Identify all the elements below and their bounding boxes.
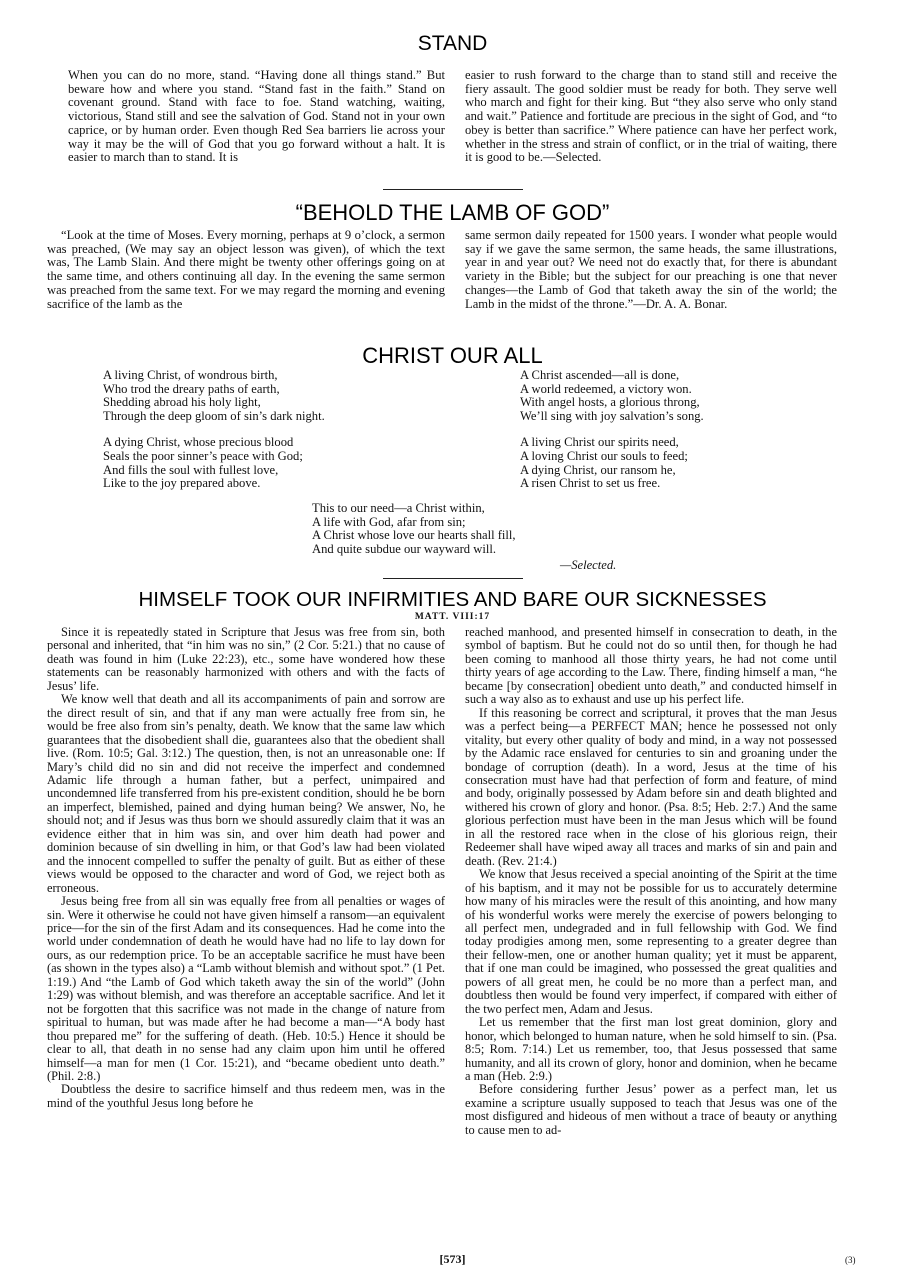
poem-line: A living Christ, of wondrous birth, xyxy=(103,368,278,382)
poem-line: A dying Christ, our ransom he, xyxy=(520,462,676,477)
paragraph: If this reasoning be correct and scriptural, it proves that the man Jesus was a perfect being—a PERFECT MAN; hence he possessed not only vitality, but every other quality of body and mind, in a way not possessed by the Adamic race enslaved for centuries to sin and groaning under the bondage of corruption (death). In a word, Jesus at the time of his consecration must have had that perfection of form and feature, of mind and body, originally possessed by Adam before sin and death blighted and withered his crown of glory and honor. (Psa. 8:5; Heb. 2:7.) And the same glorious perfection must have been in the man Jesus which will be found in all the restored race when in the close of his glorious reign, their Redeemer shall have wiped away all traces and marks of sin and pain and death. (Rev. 21:4.) xyxy=(465,705,837,868)
paragraph: Before considering further Jesus’ power as a perfect man, let us examine a scripture usually supposed to teach that Jesus was one of the most disfigured and hideous of men without a trace of beauty or anything to cause men to ad- xyxy=(465,1082,837,1137)
himself-left-column xyxy=(47,626,445,1110)
christ-poem-right xyxy=(520,369,704,504)
paragraph: We know well that death and all its accompaniments of pain and sorrow are the direct result of sin, and that if any man were actually free from sin, he would be free also from sin’s penalty, death. We know that the same law which guarantees that the disobedient shall die, guarantees also that the obedient shall live. (Rom. 10:5; Gal. 3:12.) The question, then, is not an unreasonable one: If Mary’s child did no sin and did not receive the imperfect and condemned Adamic life through a human father, but a perfect, unimpaired and uncondemned life transferred from his pre-existent condition, should he be born an imperfect, blemished, pained and dying human being? We answer, No, he should not; and if Jesus was thus born we should assuredly claim that it was an evidence either that in him was sin, and over him death had power and dominion because of sin dwelling in him, or that God’s law had been violated and the innocent compelled to suffer the penalty of guilt. But as either of these views would be opposed to the character and word of God, we reject both as erroneous. xyxy=(47,692,445,895)
divider xyxy=(383,578,523,579)
poem-line: A world redeemed, a victory won. xyxy=(520,381,692,396)
page-mark: (3) xyxy=(845,1255,856,1265)
stand-right-column xyxy=(465,69,837,165)
poem-stanza xyxy=(103,369,325,423)
christ-title: CHRIST OUR ALL xyxy=(362,343,543,368)
himself-title: HIMSELF TOOK OUR INFIRMITIES AND BARE OUR SICKNESSES xyxy=(138,588,767,611)
poem-line: A Christ whose love our hearts shall fill, xyxy=(312,528,516,543)
himself-right-column xyxy=(465,626,837,1137)
divider xyxy=(383,189,523,190)
page-number: [573] xyxy=(439,1252,466,1266)
poem-line: Through the deep gloom of sin’s dark night. xyxy=(103,408,325,423)
poem-line: Like to the joy prepared above. xyxy=(103,476,261,491)
poem-line: This to our need—a Christ within, xyxy=(312,501,485,515)
poem-line: A risen Christ to set us free. xyxy=(520,476,661,491)
stand-left-column xyxy=(68,69,445,165)
stand-title: STAND xyxy=(417,32,488,55)
scripture-reference: MATT. VIII:17 xyxy=(414,612,491,622)
poem-stanza xyxy=(103,436,325,490)
paragraph: Let us remember that the first man lost great dominion, glory and honor, which belonged to human nature, when he sold himself to sin. (Psa. 8:5; Rom. 7:14.) Let us remember, too, that Jesus possessed that same humanity, and all its crown of glory, honor and dominion, when he became a man (Heb. 2:9.) xyxy=(465,1015,837,1083)
lamb-right-column xyxy=(465,229,837,311)
poem-line: A Christ ascended—all is done, xyxy=(520,368,680,382)
christ-poem-center xyxy=(312,502,516,556)
stand-left-text: When you can do no more, stand. “Having done all things stand.” But beware how and where you stand. “Stand fast in the faith.” Stand on covenant ground. Stand with face to foe. Stand watching, waiting, victorious, Stand still and see the salvation of God. Stand not in your own caprice, or by human order. Even though Red Sea barriers lie across your way it may be the will of God that you go forward without a halt. It is easier to march than to stand. It is xyxy=(68,68,445,165)
poem-line: And quite subdue our wayward will. xyxy=(312,541,496,556)
paragraph: We know that Jesus received a special anointing of the Spirit at the time of his baptism, and it may not be possible for us to accurately determine how many of his miracles were the result of this anointing, and how many of his wonderful works were merely the exercise of powers belonging to all perfect men, undegraded and in full fellowship with God. We find today prodigies among men, some representing to a greater degree than their fellow-men, one or another human quality; yet it must be apparent, that if one man could be imagined, who possessed the great qualities and powers of all great men, he could be no more than a perfect man, and doubtless then would be found very imperfect, if compared with either of the two perfect men, Adam and Jesus. xyxy=(465,867,837,1016)
poem-line: Seals the poor sinner’s peace with God; xyxy=(103,448,303,463)
poem-line: A life with God, afar from sin; xyxy=(312,514,466,529)
lamb-left-column xyxy=(47,229,445,311)
poem-stanza xyxy=(520,436,704,490)
poem-line: We’ll sing with joy salvation’s song. xyxy=(520,408,704,423)
lamb-left-text: “Look at the time of Moses. Every morning, perhaps at 9 o’clock, a sermon was preached, (We may say an object lesson was given), of which the text was, The Lamb Slain. And there might be twenty other offerings going on at the same time, and others continuing all day. In the evening the same sermon was preached from the same text. For we may regard the morning and evening sacrifice of the lamb as the xyxy=(47,228,445,311)
paragraph: Jesus being free from all sin was equally free from all penalties or wages of sin. Were it otherwise he could not have given himself a ransom—an equivalent price—for the sin of the first Adam and its consequences. Had he come into the world under condemnation of death he would have had no life to lay down for ours, as our redemption price. To be an acceptable sacrifice he must have been (as shown in the types also) a “Lamb without blemish and without spot.” (1 Pet. 1:19.) And “the Lamb of God which taketh away the sin of the world” (John 1:29) was without blemish, and was therefore an acceptable sacrifice. And let it not be forgotten that this sacrifice was not made in the change of nature from spiritual to human, but was made after he had become a man—“A body hast thou prepared me” for the suffering of death. (Heb. 10:5.) Hence it should be clear to all, that death in no sense had any claim upon him until he offered himself—a man for men (1 Cor. 15:21), and “became obedient unto death.” (Phil. 2:8.) xyxy=(47,894,445,1083)
paragraph: Doubtless the desire to sacrifice himself and thus redeem men, was in the mind of the youthful Jesus long before he xyxy=(47,1082,445,1110)
poem-stanza xyxy=(520,369,704,423)
paragraph: Since it is repeatedly stated in Scripture that Jesus was free from sin, both personal and inherited, that “in him was no sin,” (2 Cor. 5:21.) that no cause of death was found in him (Luke 22:23), etc., some have wondered how these statements can be reasonably harmonized with others and with the facts of Jesus’ life. xyxy=(47,625,445,693)
poem-line: Shedding abroad his holy light, xyxy=(103,395,261,410)
christ-attribution: —Selected. xyxy=(560,558,617,572)
poem-line: A loving Christ our souls to feed; xyxy=(520,448,688,463)
lamb-title: “BEHOLD THE LAMB OF GOD” xyxy=(295,200,610,225)
paragraph: reached manhood, and presented himself in consecration to death, in the symbol of baptism. But he could not do so until then, for though he had been coming to manhood all those thirty years, he had not come until thirty years of age according to the Law. There, finding himself a man, “he became [by consecration] obedient unto death,” and conducted himself in such a way also as to exhaust and use up his perfect life. xyxy=(465,625,837,707)
poem-line: A dying Christ, whose precious blood xyxy=(103,435,294,450)
lamb-right-text: same sermon daily repeated for 1500 years. I wonder what people would say if we gave the same sermon, the same heads, the same illustrations, year in and year out? We need not do exactly that, for there is abundant variety in the Bible; but the subject for our preaching is one that never changes—the Lamb of God that taketh away the sin of the world; the Lamb in the midst of the throne.”—Dr. A. A. Bonar. xyxy=(465,228,837,311)
stand-right-text: easier to rush forward to the charge than to stand still and receive the fiery assault. The good soldier must be ready for both. They serve well who march and fight for their king. But “they also serve who only stand and wait.” Patience and fortitude are precious in the sight of God, and “to obey is better than sacrifice.” Where patience can have her perfect work, whether in the stress and strain of conflict, or in the trial of waiting, there it is good to be.—Selected. xyxy=(465,68,837,165)
poem-line: Who trod the dreary paths of earth, xyxy=(103,381,280,396)
christ-poem-left xyxy=(103,369,325,504)
poem-line: With angel hosts, a glorious throng, xyxy=(520,395,700,410)
poem-line: And fills the soul with fullest love, xyxy=(103,462,279,477)
poem-line: A living Christ our spirits need, xyxy=(520,435,679,450)
